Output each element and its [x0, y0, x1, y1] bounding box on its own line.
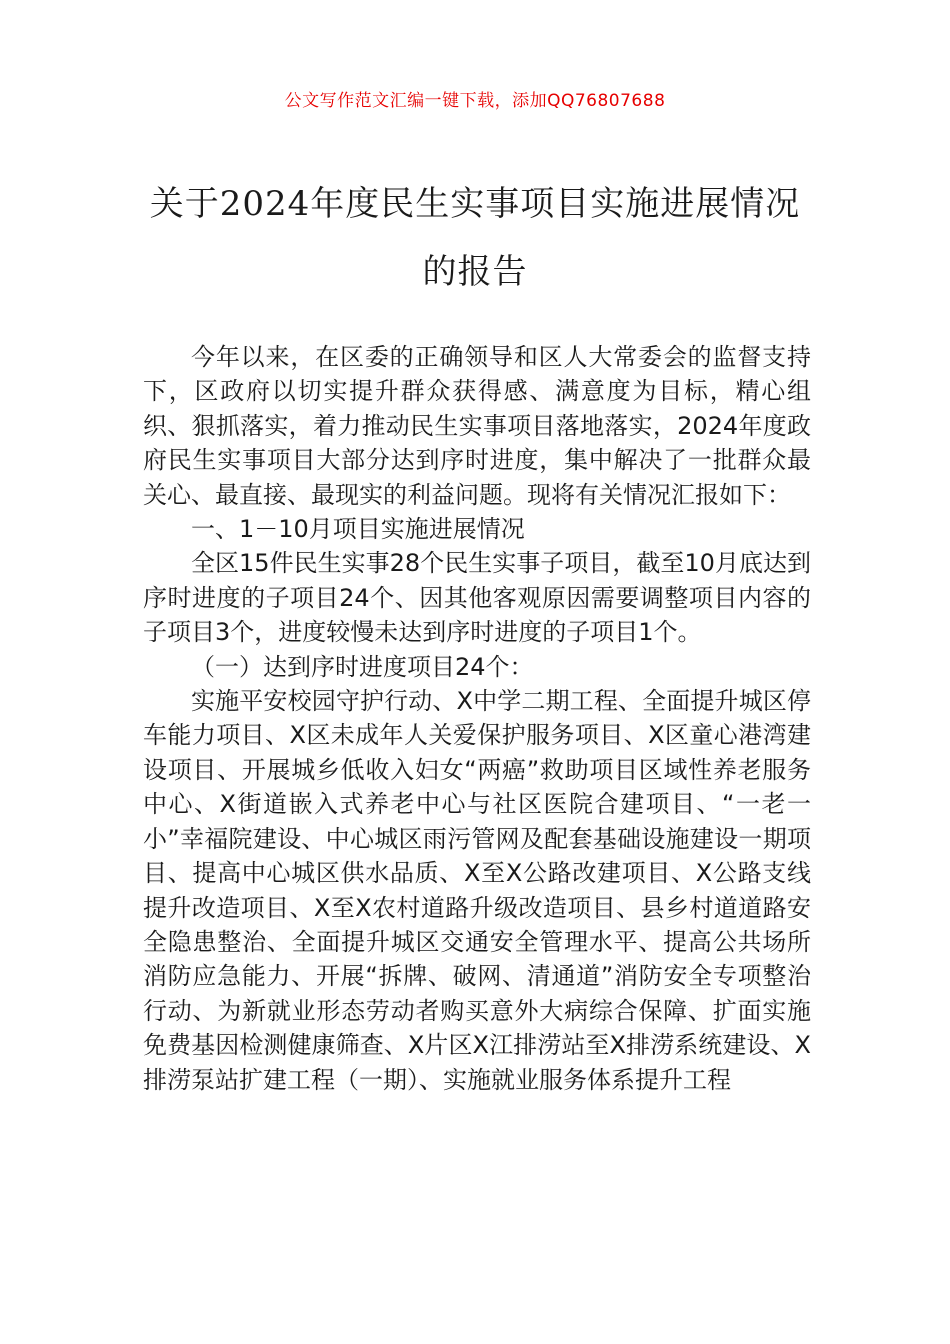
project-list-paragraph: 实施平安校园守护行动、X中学二期工程、全面提升城区停车能力项目、X区未成年人关爱保护服务项目、X区童心港湾建设项目、开展城乡低收入妇女“两癌”救助项目区域性养老服务中心、X街道嵌入式养老中心与社区医院合建项目、“一老一小”幸福院建设、中心城区雨污管网及配套基础设施建设一期项目、提高中心城区供水品质、X至X公路改建项目、X公路支线提升改造项目、X至X农村道路升级改造项目、县乡村道道路安全隐患整治、全面提升城区交通安全管理水平、提高公共场所消防应急能力、开展“拆牌、破网、清通道”消防安全专项整治行动、为新就业形态劳动者购买意外大病综合保障、扩面实施免费基因检测健康筛查、X片区X江排涝站至X排涝系统建设、X排涝泵站扩建工程（一期）、实施就业服务体系提升工程: [143, 687, 811, 1094]
document-body: [143, 340, 811, 1097]
section-heading: 一、1－10月项目实施进展情况: [191, 515, 525, 544]
intro-paragraph: 今年以来，在区委的正确领导和区人大常委会的监督支持下，区政府以切实提升群众获得感、满意度为目标，精心组织、狠抓落实，着力推动民生实事项目落地落实，2024年度政府民生实事项目大部分达到序时进度，集中解决了一批群众最关心、最直接、最现实的利益问题。现将有关情况汇报如下：: [143, 343, 811, 509]
subsection-heading: （一）达到序时进度项目24个：: [191, 652, 534, 681]
title-line-2: 的报告: [422, 252, 528, 292]
document-title: [120, 170, 830, 306]
title-line-1: 关于2024年度民生实事项目实施进展情况: [149, 184, 801, 224]
download-notice: 公文写作范文汇编一键下载，添加QQ76807688: [284, 91, 666, 111]
summary-paragraph: 全区15件民生实事28个民生实事子项目，截至10月底达到序时进度的子项目24个、因其他客观原因需要调整项目内容的子项目3个，进度较慢未达到序时进度的子项目1个。: [143, 549, 811, 647]
